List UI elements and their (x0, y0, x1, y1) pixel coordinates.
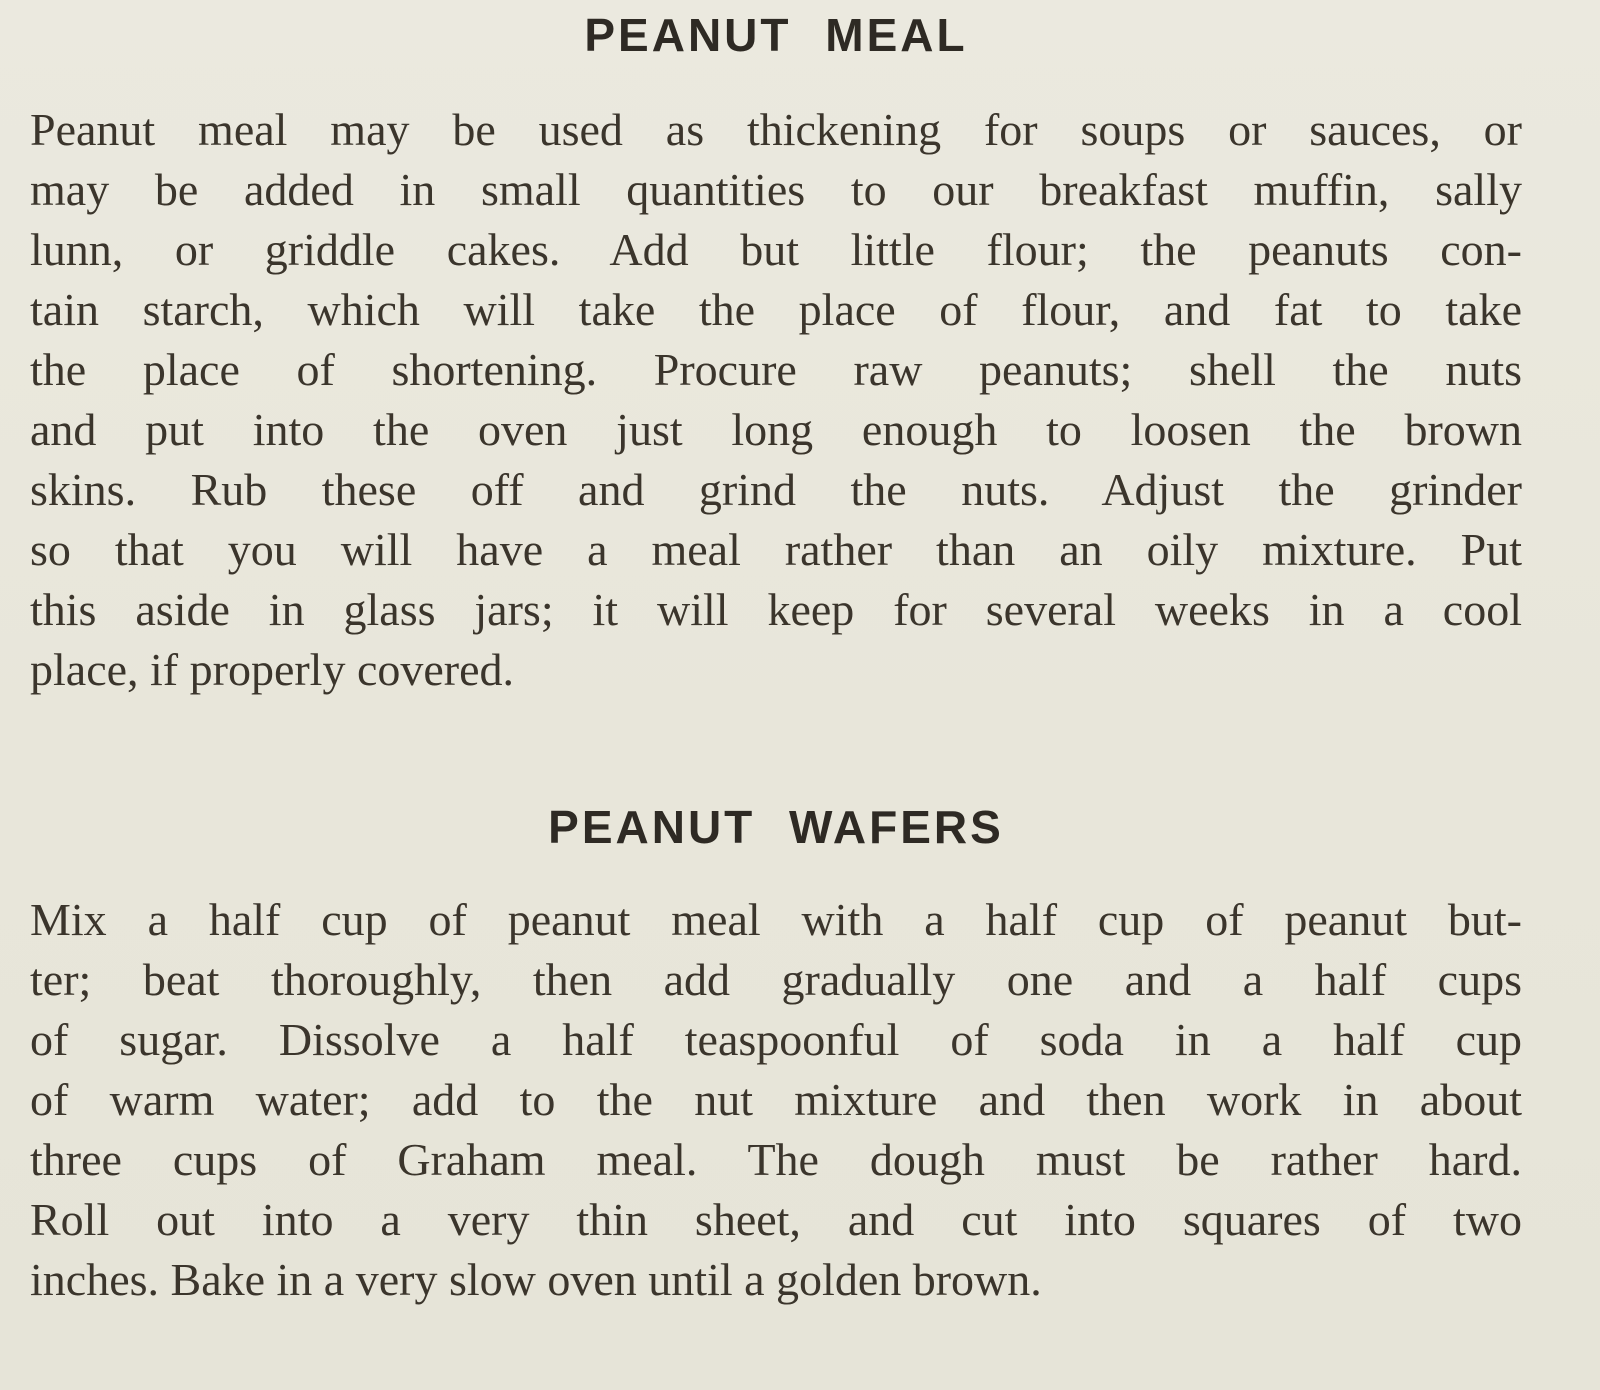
text-line: lunn, or griddle cakes. Add but little flour; the peanuts con- (30, 224, 1522, 275)
text-line: ter; beat thoroughly, then add gradually one and a half cups (30, 954, 1522, 1005)
peanut-wafers-section (30, 800, 1522, 1310)
text-line: place, if properly covered. (30, 644, 515, 695)
text-line: Roll out into a very thin sheet, and cut into squares of two (30, 1194, 1522, 1245)
text-line: tain starch, which will take the place of flour, and fat to take (30, 284, 1522, 335)
text-line: may be added in small quantities to our breakfast muffin, sally (30, 164, 1522, 215)
peanut-meal-section (30, 8, 1522, 700)
text-line: of warm water; add to the nut mixture and then work in about (30, 1074, 1522, 1125)
text-line: the place of shortening. Procure raw peanuts; shell the nuts (30, 344, 1522, 395)
text-line: this aside in glass jars; it will keep for several weeks in a cool (30, 584, 1522, 635)
text-line: Mix a half cup of peanut meal with a half cup of peanut but- (30, 894, 1522, 945)
text-line: of sugar. Dissolve a half teaspoonful of soda in a half cup (30, 1014, 1522, 1065)
section-body (30, 100, 1522, 700)
text-line: three cups of Graham meal. The dough must be rather hard. (30, 1134, 1522, 1185)
text-line: so that you will have a meal rather than an oily mixture. Put (30, 524, 1522, 575)
text-line: inches. Bake in a very slow oven until a golden brown. (30, 1254, 1042, 1305)
text-line: skins. Rub these off and grind the nuts. Adjust the grinder (30, 464, 1522, 515)
text-line: and put into the oven just long enough to loosen the brown (30, 404, 1522, 455)
section-heading: PEANUT WAFERS (548, 801, 1004, 853)
text-line: Peanut meal may be used as thickening for soups or sauces, or (30, 104, 1522, 155)
section-body (30, 890, 1522, 1310)
section-heading: PEANUT MEAL (584, 9, 968, 61)
